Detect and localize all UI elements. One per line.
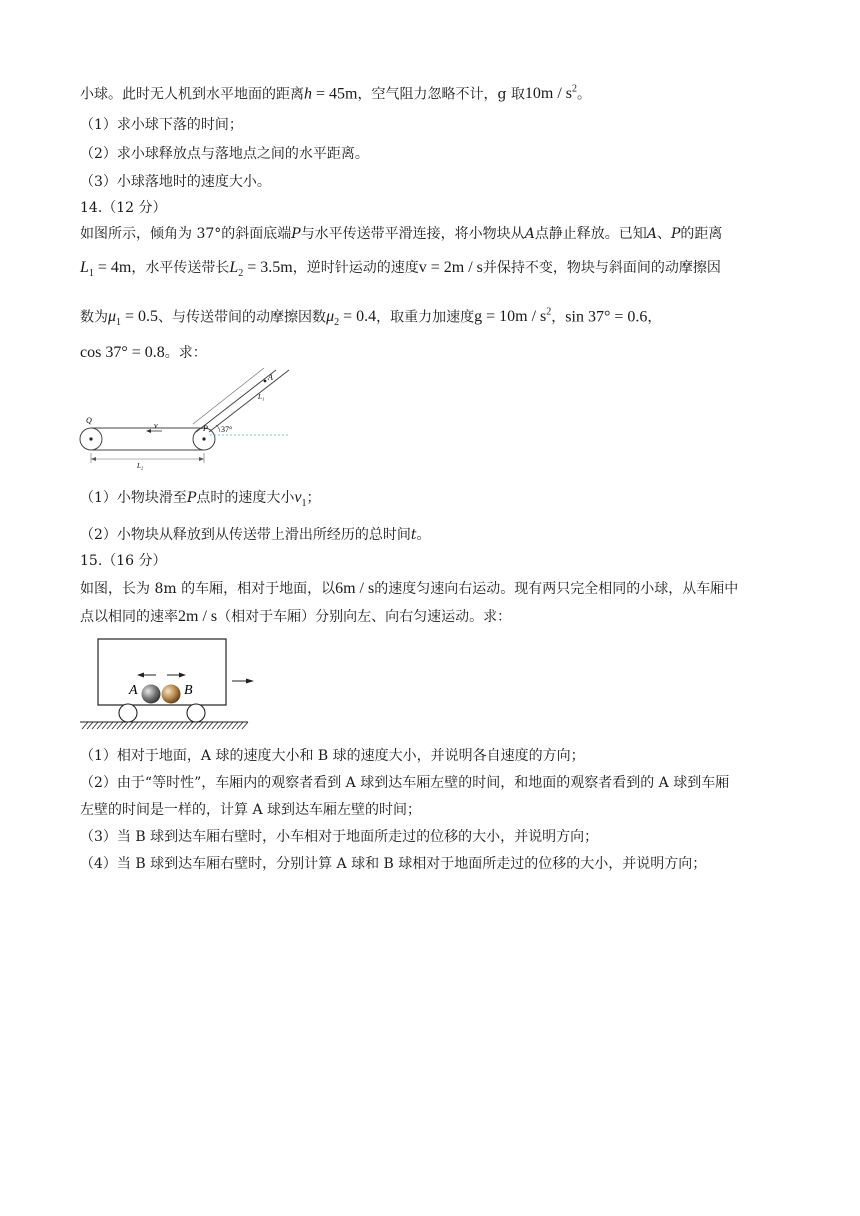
wheel-right <box>187 704 205 722</box>
text: （相对于车厢）分别向左、向右匀速运动。求： <box>217 609 512 625</box>
L1-dimension <box>193 368 264 424</box>
hatch-stroke <box>127 722 133 729</box>
h-formula: h = 45m <box>304 85 358 103</box>
incline-line <box>196 370 276 432</box>
text: ， <box>647 309 662 326</box>
text: 与水平传送带平滑连接，将小物块从 <box>300 226 525 242</box>
label-Q: Q <box>86 416 92 425</box>
text: 。求： <box>164 345 207 361</box>
problem-15-question-1: （1）相对于地面，A 球的速度大小和 B 球的速度大小，并说明各自速度的方向； <box>80 748 585 764</box>
L2-formula <box>229 259 293 280</box>
problem-15-question-2-line-2: 左壁的时间是一样的，计算 A 球到达车厢左壁的时间； <box>80 802 422 818</box>
hatch-stroke <box>232 722 238 729</box>
hatch-stroke <box>172 722 178 729</box>
axle-dot <box>89 437 92 440</box>
text: ，水平传送带长 <box>131 260 230 276</box>
axle-dot <box>202 437 205 440</box>
g-formula: $g = 10m / s^2$ <box>474 307 552 326</box>
text: （1）小物块滑至 <box>80 490 187 506</box>
text: 并保持不变，物块与斜面间的动摩擦因 <box>482 260 721 276</box>
arrow-head <box>91 457 96 461</box>
wheel-left <box>119 704 137 722</box>
sub: 1 <box>116 317 122 329</box>
problem-15-question-4: （4）当 B 球到达车厢右壁时，分别计算 A 球和 B 球相对于地面所走过的位移的大小，并说明方向； <box>80 856 707 872</box>
hatch-stroke <box>142 722 148 729</box>
L1-formula <box>80 259 132 280</box>
value: = 0.4 <box>339 308 377 326</box>
text: 。 <box>416 527 431 543</box>
text: 点以相同的速率 <box>80 609 178 625</box>
problem-14-question-2 <box>80 525 431 545</box>
hatch-stroke <box>87 722 93 729</box>
problem-15-line-2 <box>80 607 511 627</box>
var-v: v <box>294 489 302 506</box>
hatch-stroke <box>237 722 243 729</box>
text: ； <box>306 490 321 506</box>
var-A: A <box>524 226 535 242</box>
ball-B <box>162 685 181 704</box>
label-L1: L₁ <box>258 393 265 401</box>
text: 。 <box>577 86 592 103</box>
hatch-stroke <box>202 722 208 729</box>
label-angle: 37° <box>221 425 233 434</box>
hatch-stroke <box>197 722 203 729</box>
problem-14-line-4 <box>80 343 207 363</box>
hatch-stroke <box>97 722 103 729</box>
hatch-stroke <box>92 722 98 729</box>
sub: 2 <box>238 268 244 280</box>
text: 、 <box>656 226 671 242</box>
hatch-stroke <box>112 722 118 729</box>
text: 小球。此时无人机到水平地面的距离 <box>80 86 304 103</box>
hatch-stroke <box>217 722 223 729</box>
problem-15-header: 15.（16 分） <box>80 553 167 569</box>
hatch-stroke <box>182 722 188 729</box>
hatch-stroke <box>117 722 123 729</box>
railcar-figure <box>78 634 260 730</box>
label-B: B <box>184 683 193 698</box>
text: 、与传送带间的动摩擦因数 <box>158 309 327 326</box>
hatch-stroke <box>227 722 233 729</box>
arrow-head <box>146 429 151 433</box>
text: 点时的速度大小 <box>196 490 295 506</box>
v2-formula: 2m / s <box>178 608 218 625</box>
var-A: A <box>646 226 657 242</box>
cont-question-1: （1）求小球下落的时间； <box>80 117 243 133</box>
continuation-line <box>80 80 591 104</box>
cont-question-2: （2）求小球释放点与落地点之间的水平距离。 <box>80 146 369 162</box>
g-formula: $10m / s^2$ <box>524 84 578 103</box>
problem-14-line-1 <box>80 224 722 244</box>
h-value: = 45m <box>312 85 358 103</box>
cont-question-3: （3）小球落地时的速度大小。 <box>80 174 271 190</box>
problem-15-question-3: （3）当 B 球到达车厢右壁时，小车相对于地面所走过的位移的大小，并说明方向； <box>80 829 599 845</box>
text: 的距离 <box>680 226 723 242</box>
label-A: A <box>129 683 138 698</box>
mu2-formula <box>326 308 377 329</box>
var-P: P <box>291 226 301 242</box>
hatch-stroke <box>107 722 113 729</box>
var-P: P <box>186 490 197 506</box>
incline-conveyor-figure <box>78 366 293 474</box>
label-P: P <box>203 424 208 433</box>
arrow-head <box>199 457 204 461</box>
mu1-formula <box>108 308 159 329</box>
sin-formula: sin 37° = 0.6 <box>565 308 648 326</box>
hatch-stroke <box>122 722 128 729</box>
var-mu: μ <box>108 308 117 326</box>
problem-14-header: 14.（12 分） <box>80 200 167 216</box>
v-formula: v = 2m / s <box>418 259 483 276</box>
var-t: t <box>410 527 417 543</box>
problem-14-line-3 <box>80 303 661 334</box>
problem-15-question-2-line-1: （2）由于“等时性”，车厢内的观察者看到 A 球到达车厢左壁的时间，和地面的观察者看到的 A 球到车厢 <box>80 775 730 791</box>
hatch-stroke <box>222 722 228 729</box>
hatch-stroke <box>137 722 143 729</box>
hatch-stroke <box>192 722 198 729</box>
v1-formula <box>294 489 307 510</box>
cos-formula: cos 37° = 0.8 <box>80 344 165 361</box>
text: ，逆时针运动的速度 <box>292 260 419 276</box>
hatch-stroke <box>242 722 248 729</box>
hatch-stroke <box>147 722 153 729</box>
label-v: v <box>154 421 158 430</box>
text: ，空气阻力忽略不计，g 取 <box>357 86 525 103</box>
g-value: 10m / s <box>524 85 573 103</box>
text: 点静止释放。已知 <box>534 226 647 242</box>
ground-hatch <box>82 722 248 729</box>
hatch-stroke <box>102 722 108 729</box>
problem-15-line-1 <box>80 579 738 599</box>
hatch-stroke <box>207 722 213 729</box>
var-mu: μ <box>326 308 335 326</box>
hatch-stroke <box>187 722 193 729</box>
hatch-stroke <box>167 722 173 729</box>
text: ，取重力加速度 <box>376 309 475 326</box>
text: ， <box>551 309 566 326</box>
arrow-head <box>246 679 254 684</box>
hatch-stroke <box>177 722 183 729</box>
v6-formula: 6m / s <box>335 580 375 597</box>
var-L: L <box>229 259 239 276</box>
sub: 1 <box>88 268 94 280</box>
hatch-stroke <box>152 722 158 729</box>
label-L2: L₂ <box>137 462 144 470</box>
value: = 3.5m <box>243 259 293 276</box>
text: 如图，长为 8m 的车厢，相对于地面，以 <box>80 581 336 597</box>
hatch-stroke <box>212 722 218 729</box>
text: 的速度匀速向右运动。现有两只完全相同的小球，从车厢中 <box>374 581 739 597</box>
point-A <box>264 380 267 383</box>
hatch-stroke <box>132 722 138 729</box>
problem-14-question-1 <box>80 488 320 514</box>
sub: 2 <box>334 317 340 329</box>
sub: 1 <box>301 498 307 510</box>
hatch-stroke <box>157 722 163 729</box>
text: 数为 <box>80 309 108 326</box>
incline-line <box>209 370 289 432</box>
ball-A <box>142 685 161 704</box>
label-A: A <box>268 373 273 382</box>
hatch-stroke <box>82 722 88 729</box>
problem-14-line-2 <box>80 258 721 284</box>
value: = 0.5 <box>121 308 159 326</box>
hatch-stroke <box>162 722 168 729</box>
value: g = 10m / s <box>474 308 547 326</box>
var-P: P <box>670 226 681 242</box>
text: （2）小物块从释放到从传送带上滑出所经历的总时间 <box>80 527 411 543</box>
value: = 4m <box>93 259 132 276</box>
var-L: L <box>80 259 89 276</box>
text: 如图所示，倾角为 37°的斜面底端 <box>80 226 292 242</box>
